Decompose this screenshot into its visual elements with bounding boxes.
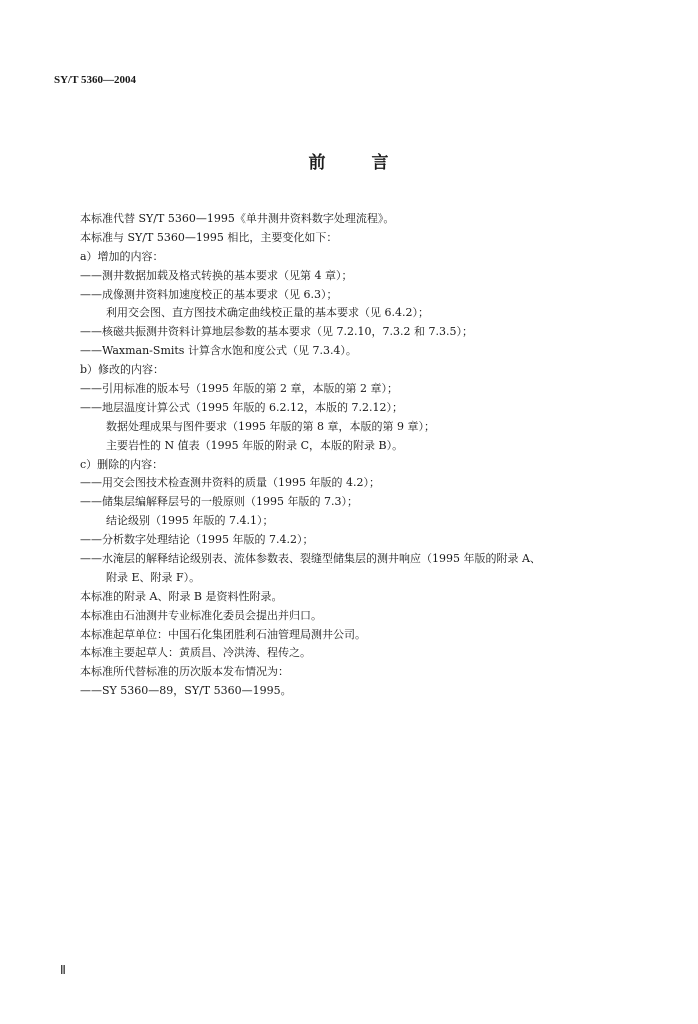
text-line: c）删除的内容：	[80, 457, 164, 471]
text-line: 主要岩性的 N 值表（1995 年版的附录 C，本版的附录 B）。	[106, 438, 404, 452]
standard-code: SY/T 5360—2004	[54, 74, 137, 86]
text-line: ——SY 5360—89，SY/T 5360—1995。	[80, 684, 292, 698]
text-line: 本标准与 SY/T 5360—1995 相比，主要变化如下：	[80, 230, 338, 244]
foreword-body	[80, 210, 650, 701]
text-line: 本标准起草单位：中国石化集团胜利石油管理局测井公司。	[80, 627, 366, 641]
text-line: ——核磁共振测井资料计算地层参数的基本要求（见 7.2.10，7.3.2 和 7.3.5）；	[80, 325, 473, 339]
text-line: 本标准的附录 A、附录 B 是资料性附录。	[80, 589, 283, 603]
text-line: ——成像测井资料加速度校正的基本要求（见 6.3）；	[80, 287, 338, 301]
text-line: ——水淹层的解释结论级别表、流体参数表、裂缝型储集层的测井响应（1995 年版的附录 A、	[80, 552, 541, 566]
text-line: 附录 E、附录 F）。	[106, 570, 201, 584]
text-line: 数据处理成果与图件要求（1995 年版的第 8 章，本版的第 9 章）；	[106, 419, 435, 433]
text-line: 利用交会图、直方图技术确定曲线校正量的基本要求（见 6.4.2）；	[106, 306, 429, 320]
text-line: 本标准所代替标准的历次版本发布情况为：	[80, 665, 289, 679]
text-line: ——Waxman-Smits 计算含水饱和度公式（见 7.3.4）。	[80, 344, 357, 358]
text-line: ——引用标准的版本号（1995 年版的第 2 章，本版的第 2 章）；	[80, 382, 398, 396]
text-line: ——地层温度计算公式（1995 年版的 6.2.12，本版的 7.2.12）；	[80, 400, 403, 414]
text-line: a）增加的内容：	[80, 249, 164, 263]
text-line: ——测井数据加载及格式转换的基本要求（见第 4 章）；	[80, 268, 353, 282]
text-line: ——用交会图技术检查测井资料的质量（1995 年版的 4.2）；	[80, 476, 380, 490]
text-line: 本标准由石油测井专业标准化委员会提出并归口。	[80, 608, 322, 622]
text-line: 本标准主要起草人：黄质昌、冷洪涛、程传之。	[80, 646, 311, 660]
text-line: b）修改的内容：	[80, 363, 165, 377]
text-line: ——分析数字处理结论（1995 年版的 7.4.2）；	[80, 533, 314, 547]
text-line: ——储集层编解释层号的一般原则（1995 年版的 7.3）；	[80, 495, 358, 509]
text-line: 本标准代替 SY/T 5360—1995《单井测井资料数字处理流程》。	[80, 212, 395, 225]
page-title: 前 言	[308, 153, 390, 173]
page-number: Ⅱ	[60, 963, 66, 977]
text-line: 结论级别（1995 年版的 7.4.1）；	[106, 514, 274, 528]
